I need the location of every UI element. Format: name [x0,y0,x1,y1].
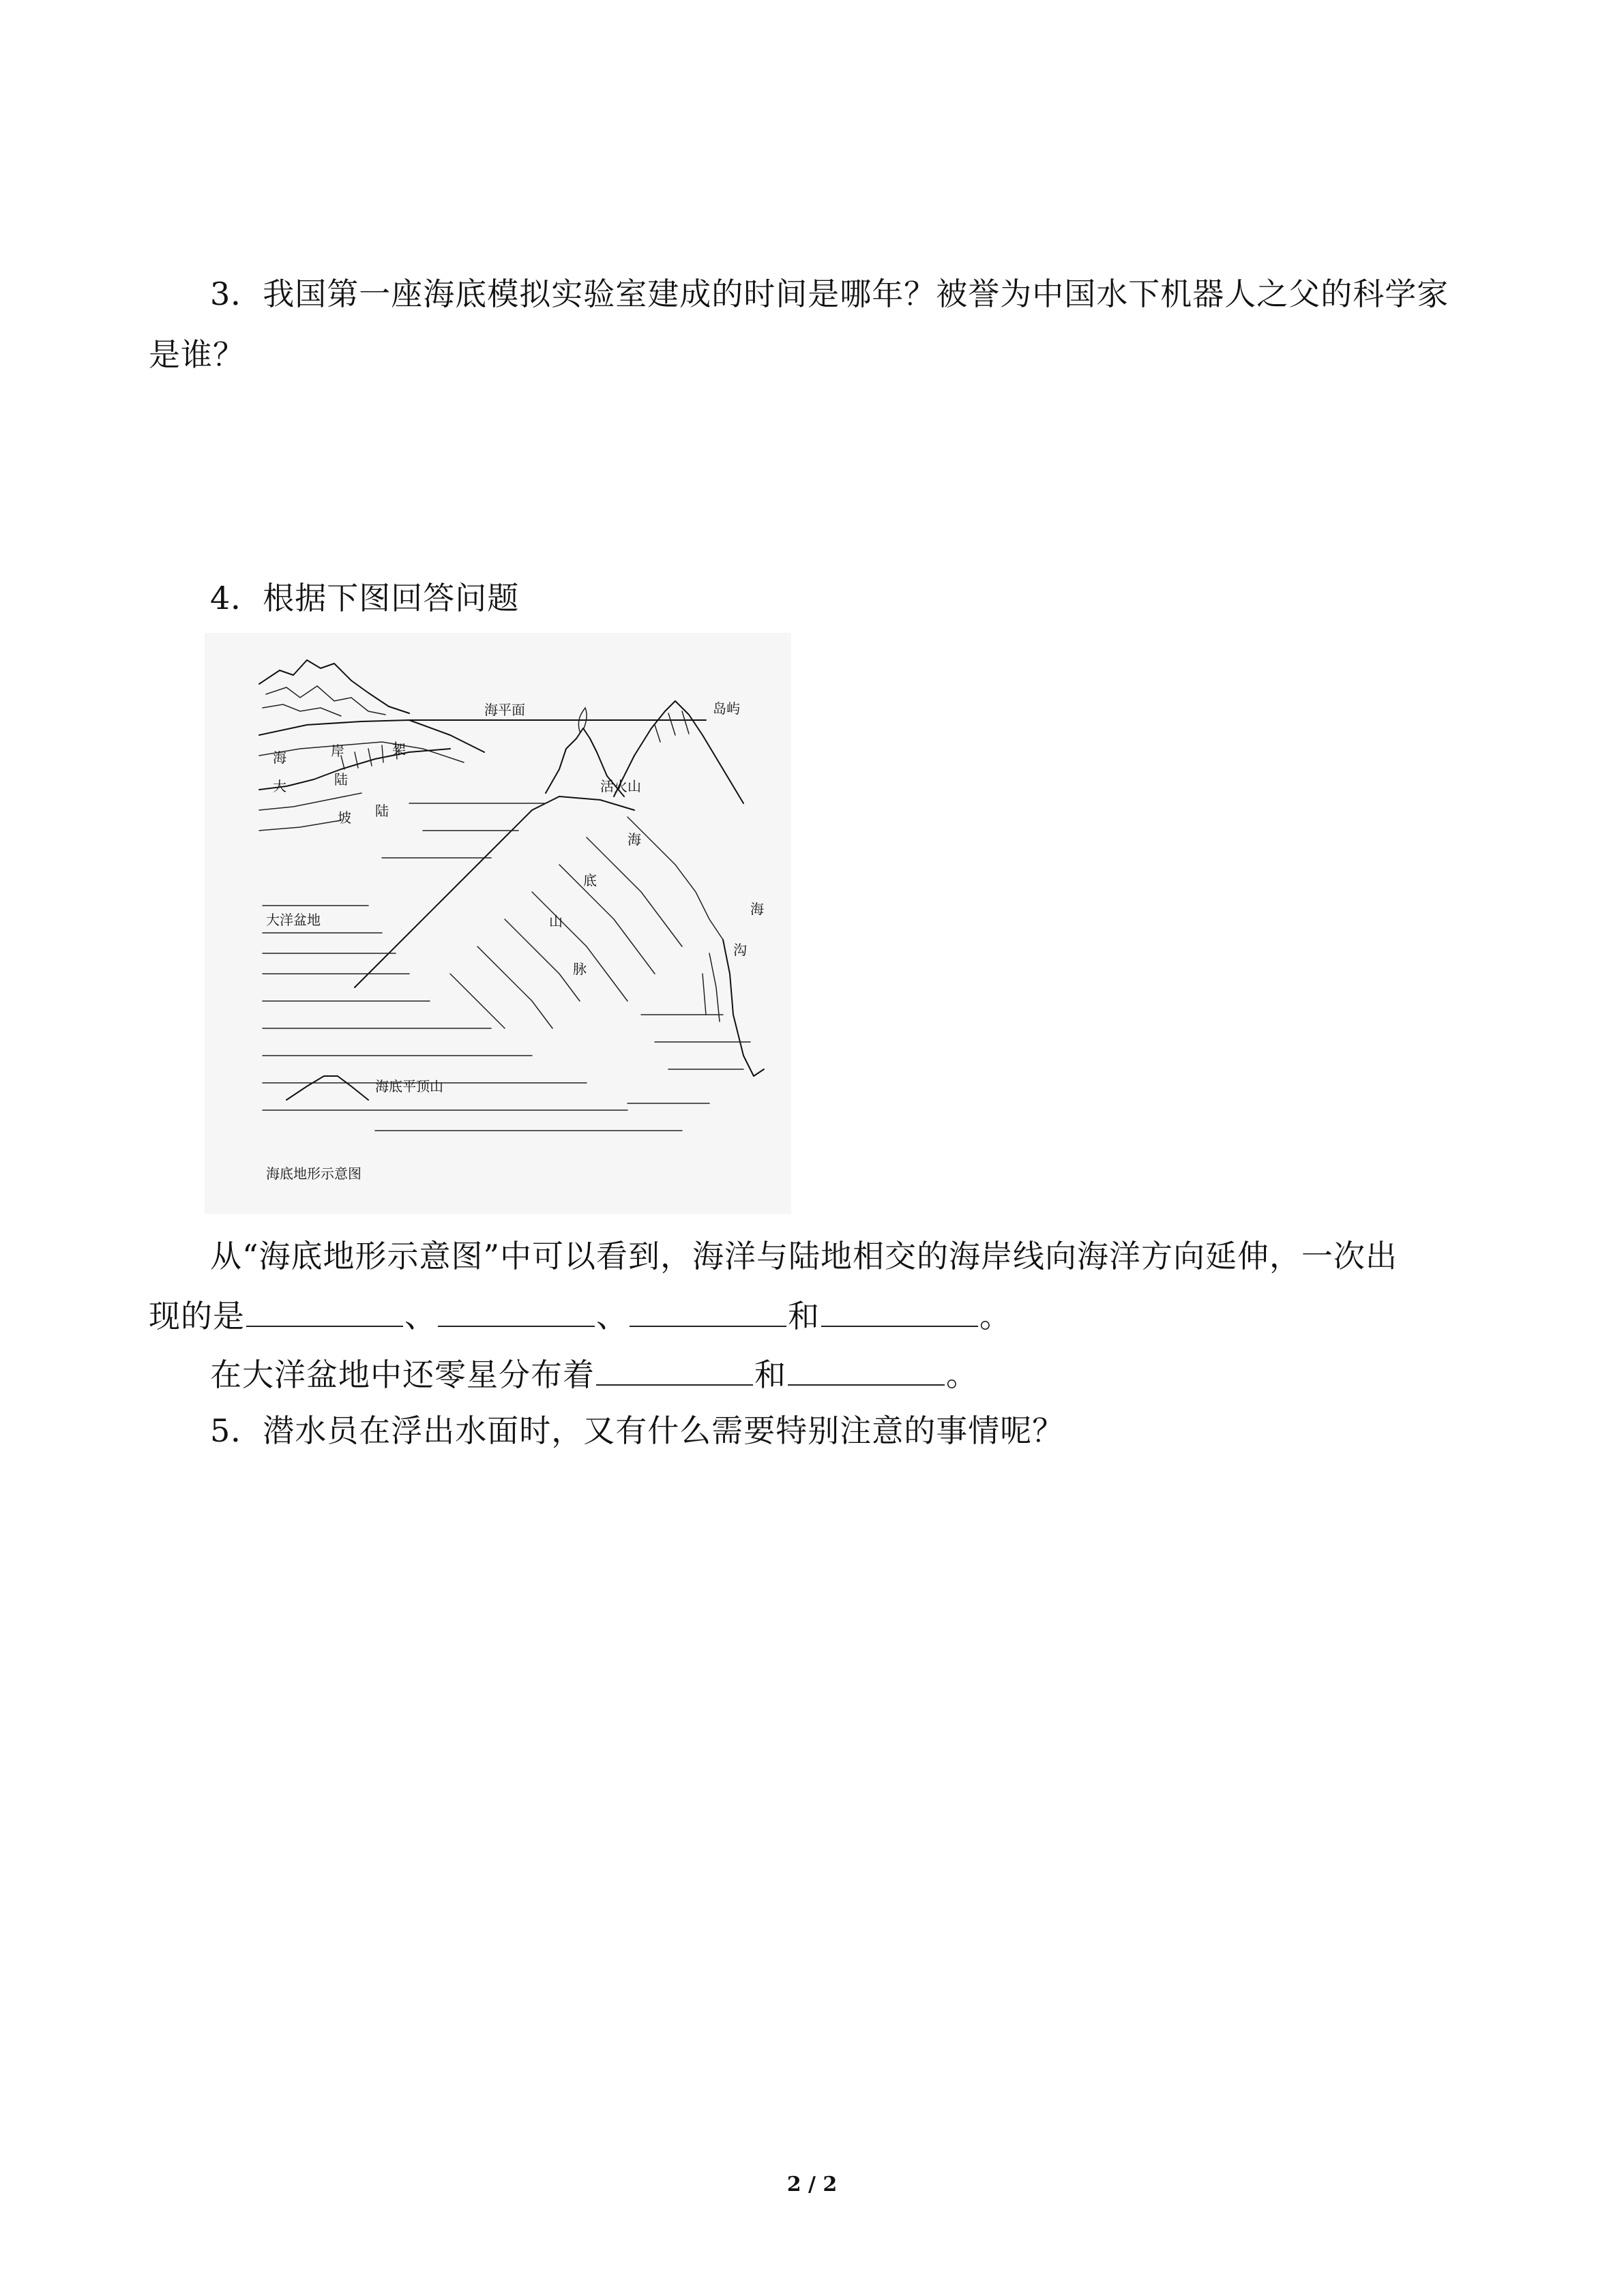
fill-in-paragraph-line-2 [149,1294,1012,1337]
figure-caption: 海底地形示意图 [266,1165,361,1182]
line-3-prefix: 在大洋盆地中还零星分布着 [210,1356,595,1393]
label-ridge-mai: 脉 [573,961,587,977]
label-volcano: 活火山 [600,778,641,794]
label-ridge-hai: 海 [628,831,641,848]
separator-3: 和 [788,1298,820,1335]
separator-1: 、 [404,1298,437,1335]
label-basin: 大洋盆地 [266,912,321,928]
continental-slope [259,749,450,790]
ocean-trench [723,940,764,1076]
page-number: 2 / 2 [786,2173,838,2196]
seafloor-diagram-svg [205,633,791,1214]
oceanic-ridge [355,796,634,987]
separator-4: 和 [754,1356,786,1393]
label-seamount: 海底平顶山 [375,1078,443,1094]
label-slope-lu: 陆 [375,803,389,819]
answer-blank-2[interactable] [438,1294,595,1327]
line-2-prefix: 现的是 [149,1298,245,1335]
label-coast-an: 岸 [331,743,344,759]
question-5: 5．潜水员在浮出水面时，又有什么需要特别注意的事情呢？ [210,1412,1065,1449]
continental-shelf [259,720,484,752]
label-trench-hai: 海 [750,901,764,917]
fill-in-paragraph-line-3 [210,1353,978,1396]
seafloor-diagram [205,633,791,1214]
label-slope-po: 坡 [338,809,351,826]
question-3-line-1: 3．我国第一座海底模拟实验室建成的时间是哪年？被誉为中国水下机器人之父的科学家 [210,275,1449,312]
label-shelf-jia: 架 [392,741,406,758]
separator-2: 、 [596,1298,628,1335]
answer-blank-5[interactable] [596,1353,753,1386]
answer-blank-1[interactable] [246,1294,403,1327]
label-sea-level: 海平面 [484,702,525,718]
line-3-end: 。 [946,1356,978,1393]
answer-blank-3[interactable] [630,1294,786,1327]
label-island: 岛屿 [713,700,740,717]
continent-mountains [259,660,409,713]
fill-in-paragraph-line-1: 从“海底地形示意图”中可以看到，海洋与陆地相交的海岸线向海洋方向延伸，一次出 [210,1238,1398,1274]
question-4-title: 4．根据下图回答问题 [210,580,520,616]
answer-blank-6[interactable] [788,1353,945,1386]
basin-strokes [263,803,682,1131]
answer-blank-4[interactable] [821,1294,978,1327]
question-3-line-2: 是谁？ [149,336,245,373]
label-coast-hai: 海 [273,749,286,766]
seamount-shape [286,1076,368,1100]
line-2-end: 。 [979,1298,1012,1335]
label-ridge-shan: 山 [549,913,563,929]
label-trench-gou: 沟 [733,942,747,958]
label-shelf-lu: 陆 [334,771,348,788]
label-ridge-di: 底 [583,872,597,889]
label-shelf-da: 大 [273,778,286,794]
